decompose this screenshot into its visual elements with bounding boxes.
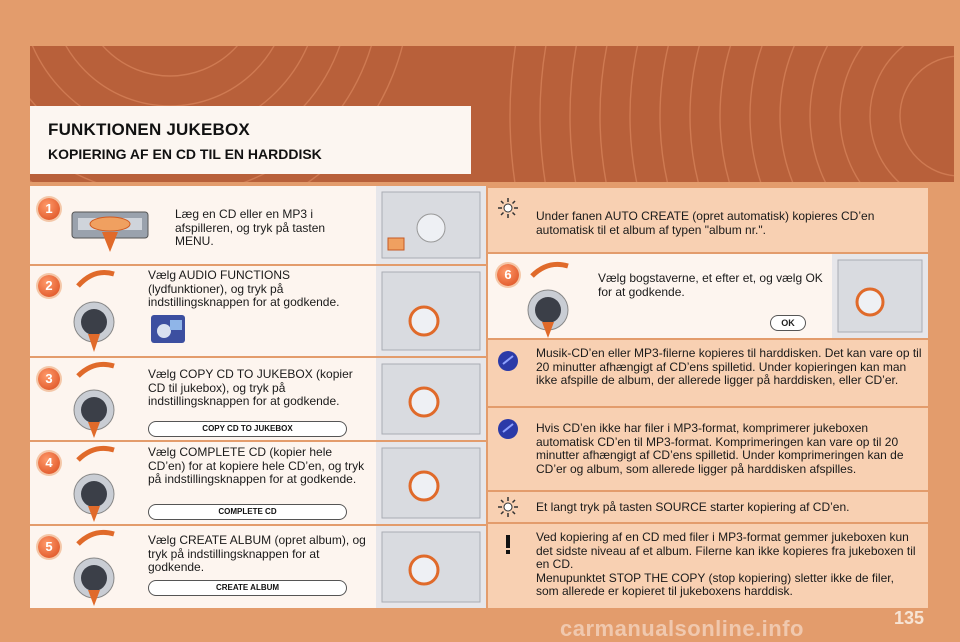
step-5-number: 5 xyxy=(38,536,60,558)
rotary-knob-icon xyxy=(70,440,118,524)
step-2-device-thumbnail xyxy=(376,266,486,356)
step-4-device-thumbnail xyxy=(376,442,486,524)
warning-icon xyxy=(497,534,519,556)
note-compression-box xyxy=(488,408,928,490)
tip-auto-create-text: Under fanen AUTO CREATE (opret automatisk) kopieres CD’en automatisk til et album af typen "album nr.". xyxy=(536,209,875,237)
title-box xyxy=(30,106,471,174)
audio-menu-icon xyxy=(150,314,186,344)
step-3-device-thumbnail xyxy=(376,358,486,440)
step-5-text: Vælg CREATE ALBUM (opret album), og tryk på indstillingsknappen for at godkende. xyxy=(148,533,366,574)
page-number: 135 xyxy=(894,608,925,628)
rotary-knob-icon xyxy=(524,256,572,340)
step-2-text: Vælg AUDIO FUNCTIONS (lydfunktioner), og tryk på indstillingsknappen for at godkende. xyxy=(148,268,340,309)
warning-text: Ved kopiering af en CD med filer i MP3-format gemmer jukeboxen kun det sidste niveau af et album. Filerne kan ikke kopieres fra jukeboxen til en CD. Menupunktet STOP THE COPY (stop kopiering) sletter ikke de filer, som allerede er kopieret til jukeboxens harddisk. xyxy=(536,530,916,598)
complete-cd-label: COMPLETE CD xyxy=(148,504,347,520)
cd-icon xyxy=(68,200,152,254)
copy-cd-to-jukebox-label: COPY CD TO JUKEBOX xyxy=(148,421,347,437)
step-3-number: 3 xyxy=(38,368,60,390)
rotary-knob-icon xyxy=(70,356,118,440)
warning-box xyxy=(488,524,928,608)
watermark: carmanualsonline.info xyxy=(560,616,804,641)
note-copy-duration-box xyxy=(488,340,928,406)
tip-auto-create-box xyxy=(488,188,928,252)
tip-source-box xyxy=(488,492,928,522)
step-4-number: 4 xyxy=(38,452,60,474)
step-6-text: Vælg bogstaverne, et efter et, og vælg OK for at godkende. xyxy=(598,271,823,299)
ok-label: OK xyxy=(770,315,806,331)
step-4-text: Vælg COMPLETE CD (kopier hele CD’en) for at kopiere hele CD’en, og tryk på indstillingsknappen for at godkende. xyxy=(148,445,365,486)
step-1-device-thumbnail xyxy=(376,186,486,264)
page-subtitle: KOPIERING AF EN CD TIL EN HARDDISK xyxy=(48,146,322,162)
rotary-knob-icon xyxy=(70,264,118,354)
step-1-text: Læg en CD eller en MP3 i afspilleren, og tryk på tasten MENU. xyxy=(175,207,326,248)
page-title: FUNKTIONEN JUKEBOX xyxy=(48,120,250,139)
blue-dot-icon xyxy=(497,350,519,372)
step-1-number: 1 xyxy=(38,198,60,220)
step-5-device-thumbnail xyxy=(376,526,486,608)
note-compression-text: Hvis CD’en ikke har filer i MP3-format, komprimerer jukeboxen automatisk CD’en til MP3-format. Komprimeringen kan vare op til 20 minutter afhængigt af CD’ens spilletid. Under komprimeringen kan de CD’er og album, som allerede ligger på harddisken afspilles. xyxy=(536,421,904,476)
rotary-knob-icon xyxy=(70,524,118,608)
step-2-number: 2 xyxy=(38,275,60,297)
step-6-device-thumbnail xyxy=(832,254,928,338)
lightbulb-icon xyxy=(497,197,519,219)
note-copy-duration-text: Musik-CD’en eller MP3-filerne kopieres til harddisken. Det kan vare op til 20 minutter afhængigt af CD’ens spilletid. Under kopieringen kan man ikke afspille de album, der allerede ligger på harddisken, eller CD’er. xyxy=(536,346,922,387)
step-3-text: Vælg COPY CD TO JUKEBOX (kopier CD til jukebox), og tryk på indstillingsknappen for at godkende. xyxy=(148,367,353,408)
tip-source-text: Et langt tryk på tasten SOURCE starter kopiering af CD’en. xyxy=(536,500,850,514)
step-6-number: 6 xyxy=(497,264,519,286)
blue-dot-icon xyxy=(497,418,519,440)
create-album-label: CREATE ALBUM xyxy=(148,580,347,596)
lightbulb-icon xyxy=(497,496,519,518)
step-1-panel xyxy=(30,186,486,264)
